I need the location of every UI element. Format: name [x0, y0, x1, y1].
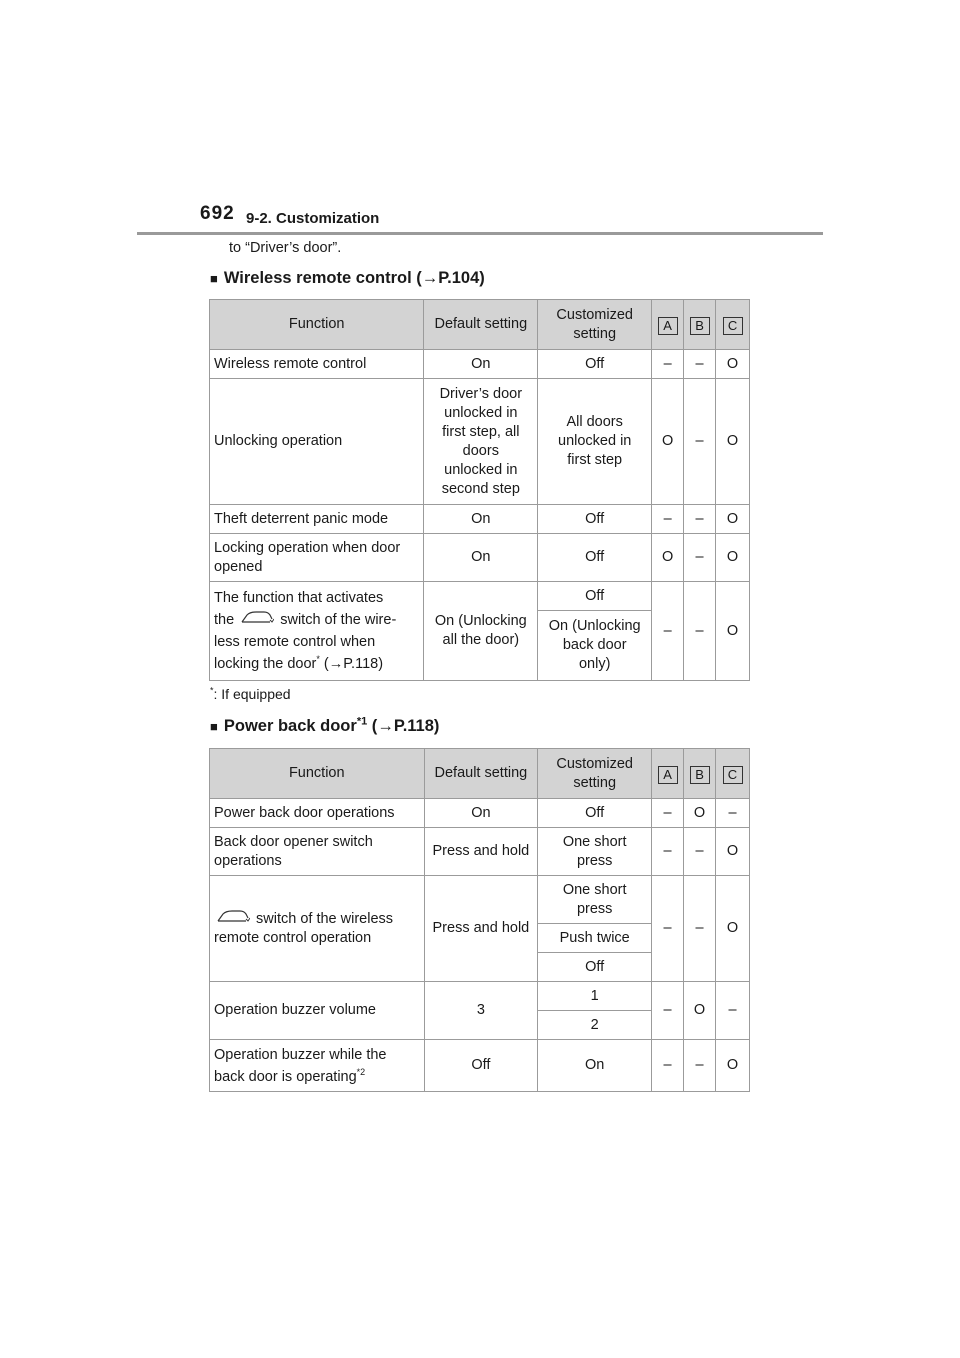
cell-default: On (Unlocking all the door): [424, 582, 538, 681]
footnote-mark: *: [210, 685, 214, 696]
switch-row-line1: switch of the wireless: [256, 910, 394, 927]
wireless-heading: [210, 269, 485, 288]
table-row: [210, 505, 750, 534]
col-c-label: C: [723, 317, 743, 335]
footnote-sup: *2: [356, 1066, 366, 1077]
col-c: [716, 300, 750, 350]
cell-default: Driver’s door unlocked in first step, all doors unlocked in second step: [424, 379, 538, 505]
cell-b: O: [684, 982, 716, 1040]
header-rule: [137, 232, 823, 235]
cell-a: –: [652, 505, 684, 534]
col-a-label: A: [658, 766, 678, 784]
cell-a: O: [652, 534, 684, 582]
col-custom: Customized setting: [538, 749, 652, 799]
col-b: [684, 749, 716, 799]
cell-custom: 1: [538, 982, 652, 1011]
cell-default: Press and hold: [424, 828, 538, 876]
switch-row-line2: switch of the wire-: [280, 611, 397, 628]
cell-custom: Push twice: [538, 924, 652, 953]
cell-a: –: [652, 350, 684, 379]
cell-c: O: [716, 876, 750, 982]
col-a-label: A: [658, 317, 678, 335]
col-custom: Customized setting: [538, 300, 652, 350]
wireless-remote-table: [209, 299, 750, 681]
cell-function: Power back door operations: [210, 799, 425, 828]
section-label: 9-2. Customization: [246, 210, 380, 227]
switch-row-line2: remote control operation: [214, 930, 372, 946]
wireless-heading-text: Wireless remote control (: [223, 269, 422, 287]
power-heading-text: Power back door: [223, 717, 357, 735]
col-function: Function: [210, 749, 425, 799]
cell-b: O: [684, 799, 716, 828]
power-heading: ■ Power back door$^{*1}$ (→P.118): [210, 715, 440, 735]
cell-c: O: [716, 379, 750, 505]
cell-custom: All doors unlocked in first step: [538, 379, 652, 505]
switch-row-ref: P.118): [343, 656, 384, 673]
col-a: [652, 300, 684, 350]
cell-default: On: [424, 350, 538, 379]
cell-function: Operation buzzer volume: [210, 982, 425, 1040]
wireless-heading-ref: P.104): [438, 269, 485, 287]
cell-a: –: [652, 582, 684, 681]
arrow-right-icon: →: [377, 717, 394, 735]
cell-function: Wireless remote control: [210, 350, 424, 379]
table-row: [210, 799, 750, 828]
cell-c: O: [716, 828, 750, 876]
cell-default: Press and hold: [424, 876, 538, 982]
cell-default: On: [424, 505, 538, 534]
table-row: [210, 1040, 750, 1092]
col-function: Function: [210, 300, 424, 350]
cell-c: O: [716, 505, 750, 534]
cell-default: On: [424, 799, 538, 828]
cell-b: –: [684, 505, 716, 534]
cell-custom: One short press: [538, 876, 652, 924]
table-row: [210, 350, 750, 379]
col-c-label: C: [723, 766, 743, 784]
arrow-right-icon: →: [421, 269, 439, 287]
cell-function: Theft deterrent panic mode: [210, 505, 424, 534]
square-bullet-icon: ■: [210, 271, 218, 286]
cell-c: O: [716, 582, 750, 681]
cell-b: –: [684, 350, 716, 379]
col-a: [652, 749, 684, 799]
cell-b: –: [684, 379, 716, 505]
table-row: [210, 982, 750, 1011]
col-c: [716, 749, 750, 799]
cell-b: –: [684, 828, 716, 876]
col-b-label: B: [690, 766, 710, 784]
cell-c: O: [716, 350, 750, 379]
cell-custom: On: [538, 1040, 652, 1092]
cell-a: –: [652, 1040, 684, 1092]
col-b: [684, 300, 716, 350]
cell-c: –: [716, 799, 750, 828]
cell-a: –: [652, 828, 684, 876]
power-heading-sup: *1: [356, 715, 368, 728]
footnote-star: *: [316, 654, 320, 665]
cell-custom: 2: [538, 1011, 652, 1040]
col-b-label: B: [690, 317, 710, 335]
cell-b: –: [684, 1040, 716, 1092]
page-number: 692: [200, 203, 235, 224]
cell-custom: One short press: [538, 828, 652, 876]
col-default: Default setting: [424, 749, 538, 799]
footnote-text: : If equipped: [213, 686, 291, 702]
cell-b: –: [684, 534, 716, 582]
cell-default: 3: [424, 982, 538, 1040]
switch-row-line3: less remote control when: [214, 634, 376, 651]
intro-text: to “Driver’s door”.: [229, 240, 342, 256]
switch-row-the: the: [214, 611, 235, 628]
cell-default: Off: [424, 1040, 538, 1092]
arrow-right-icon: →: [328, 656, 344, 673]
cell-custom: Off: [538, 953, 652, 982]
switch-row-line1: The function that activates: [214, 589, 384, 606]
table-row: [210, 582, 750, 611]
cell-function-switch: [210, 876, 425, 982]
back-door-key-icon: [216, 909, 250, 929]
cell-a: –: [652, 876, 684, 982]
footnote: [210, 686, 291, 702]
cell-c: O: [716, 1040, 750, 1092]
cell-c: –: [716, 982, 750, 1040]
cell-custom: Off: [538, 505, 652, 534]
power-heading-ref: P.118): [393, 717, 440, 735]
table-row: [210, 876, 750, 924]
cell-custom: Off: [538, 350, 652, 379]
table-row: [210, 379, 750, 505]
cell-default: On: [424, 534, 538, 582]
switch-row-line4: locking the door: [214, 656, 317, 673]
cell-custom: Off: [538, 534, 652, 582]
cell-function-switch: The function that activates the switch of the wire- less remote control when locking the door* (→P.118): [210, 582, 424, 681]
cell-function: Back door opener switch operations: [210, 828, 425, 876]
cell-a: O: [652, 379, 684, 505]
cell-a: –: [652, 799, 684, 828]
square-bullet-icon: ■: [210, 719, 218, 734]
cell-a: –: [652, 982, 684, 1040]
back-door-key-icon: [240, 609, 274, 631]
cell-custom: Off: [538, 582, 652, 611]
table-row: [210, 534, 750, 582]
buzzer-row-label: Operation buzzer while the back door is operating: [214, 1046, 387, 1085]
cell-function: Unlocking operation: [210, 379, 424, 505]
cell-custom: On (Unlocking back door only): [538, 611, 652, 681]
cell-c: O: [716, 534, 750, 582]
cell-b: –: [684, 876, 716, 982]
cell-function: [210, 1040, 425, 1092]
table-row: [210, 828, 750, 876]
cell-custom: Off: [538, 799, 652, 828]
cell-function: Locking operation when door opened: [210, 534, 424, 582]
power-back-door-table: [209, 748, 750, 1092]
cell-b: –: [684, 582, 716, 681]
col-default: Default setting: [424, 300, 538, 350]
